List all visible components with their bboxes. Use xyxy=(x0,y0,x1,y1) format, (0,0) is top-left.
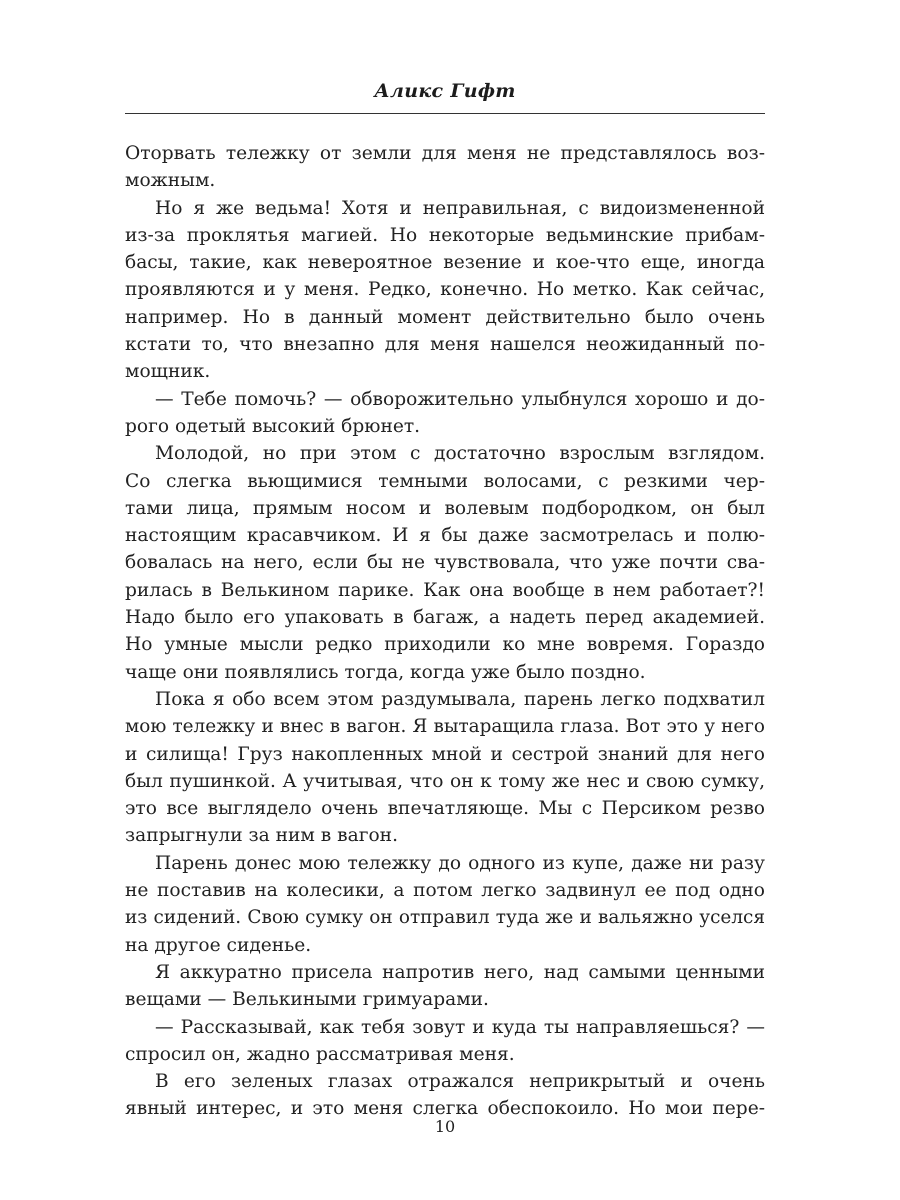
text-line: запрыгнули за ним в вагон. xyxy=(125,825,398,847)
text-line: был пушинкой. А учитывая, что он к тому же нес и свою сумку, xyxy=(125,770,765,792)
text-line: вещами — Велькиными гримуарами. xyxy=(125,989,489,1011)
text-line: Парень донес мою тележку до одного из купе, даже ни разу xyxy=(155,852,765,874)
text-line: чаще они появлялись тогда, когда уже было поздно. xyxy=(125,661,646,683)
text-line: Оторвать тележку от земли для меня не представлялось воз- xyxy=(125,143,765,164)
text-line: Но я же ведьма! Хотя и неправильная, с видоизмененной xyxy=(155,197,765,219)
text-line: — Тебе помочь? — обворожительно улыбнулся хорошо и до- xyxy=(155,388,765,410)
text-line: — Рассказывай, как тебя зовут и куда ты направляешься? — xyxy=(155,1016,765,1038)
text-line: это все выглядело очень впечатляюще. Мы с Персиком резво xyxy=(125,798,765,820)
text-line: басы, такие, как невероятное везение и кое-что еще, иногда xyxy=(125,252,765,274)
text-line: бовалась на него, если бы не чувствовала, что уже почти сва- xyxy=(125,552,765,574)
text-line: тами лица, прямым носом и волевым подбородком, он был xyxy=(125,497,765,519)
text-line: например. Но в данный момент действительно было очень xyxy=(125,306,765,328)
text-line: Со слегка вьющимися темными волосами, с резкими чер- xyxy=(125,470,765,492)
text-line: из-за проклятья магией. Но некоторые ведьминские прибам- xyxy=(125,224,765,246)
running-head-author: Аликс Гифт xyxy=(374,80,516,102)
text-line: Я аккуратно присела напротив него, над самыми ценными xyxy=(155,961,765,983)
text-line: на другое сиденье. xyxy=(125,934,312,956)
text-line: не поставив на колесики, а потом легко задвинул ее под одно xyxy=(125,880,765,902)
text-line: Надо было его упаковать в багаж, а надеть перед академией. xyxy=(125,607,765,629)
text-line: и силища! Груз накопленных мной и сестрой знаний для него xyxy=(125,743,765,765)
text-line: рилась в Велькином парике. Как она вообще в нем работает?! xyxy=(125,579,765,601)
page-number: 10 xyxy=(434,1117,456,1136)
text-line: из сидений. Свою сумку он отправил туда же и вальяжно уселся xyxy=(125,907,765,929)
text-line: рого одетый высокий брюнет. xyxy=(125,415,421,437)
text-line: мощник. xyxy=(125,361,211,383)
text-line: В его зеленых глазах отражался неприкрытый и очень xyxy=(155,1071,765,1093)
text-line: Молодой, но при этом с достаточно взрослым взглядом. xyxy=(155,443,765,465)
text-line: Пока я обо всем этом раздумывала, парень легко подхватил xyxy=(155,688,765,710)
text-line: Но умные мысли редко приходили ко мне вовремя. Гораздо xyxy=(125,634,765,656)
text-line: можным. xyxy=(125,170,216,192)
text-line: явный интерес, и это меня слегка обеспокоило. Но мои пере- xyxy=(125,1098,765,1120)
text-line: спросил он, жадно рассматривая меня. xyxy=(125,1043,515,1065)
text-line: проявляются и у меня. Редко, конечно. Но метко. Как сейчас, xyxy=(125,279,765,301)
header-rule xyxy=(125,113,765,114)
text-line: мою тележку и внес в вагон. Я вытаращила глаза. Вот это у него xyxy=(125,716,765,738)
text-line: настоящим красавчиком. И я бы даже засмотрелась и полю- xyxy=(125,525,765,547)
body-text xyxy=(125,140,765,1123)
text-line: кстати то, что внезапно для меня нашелся неожиданный по- xyxy=(125,334,765,356)
